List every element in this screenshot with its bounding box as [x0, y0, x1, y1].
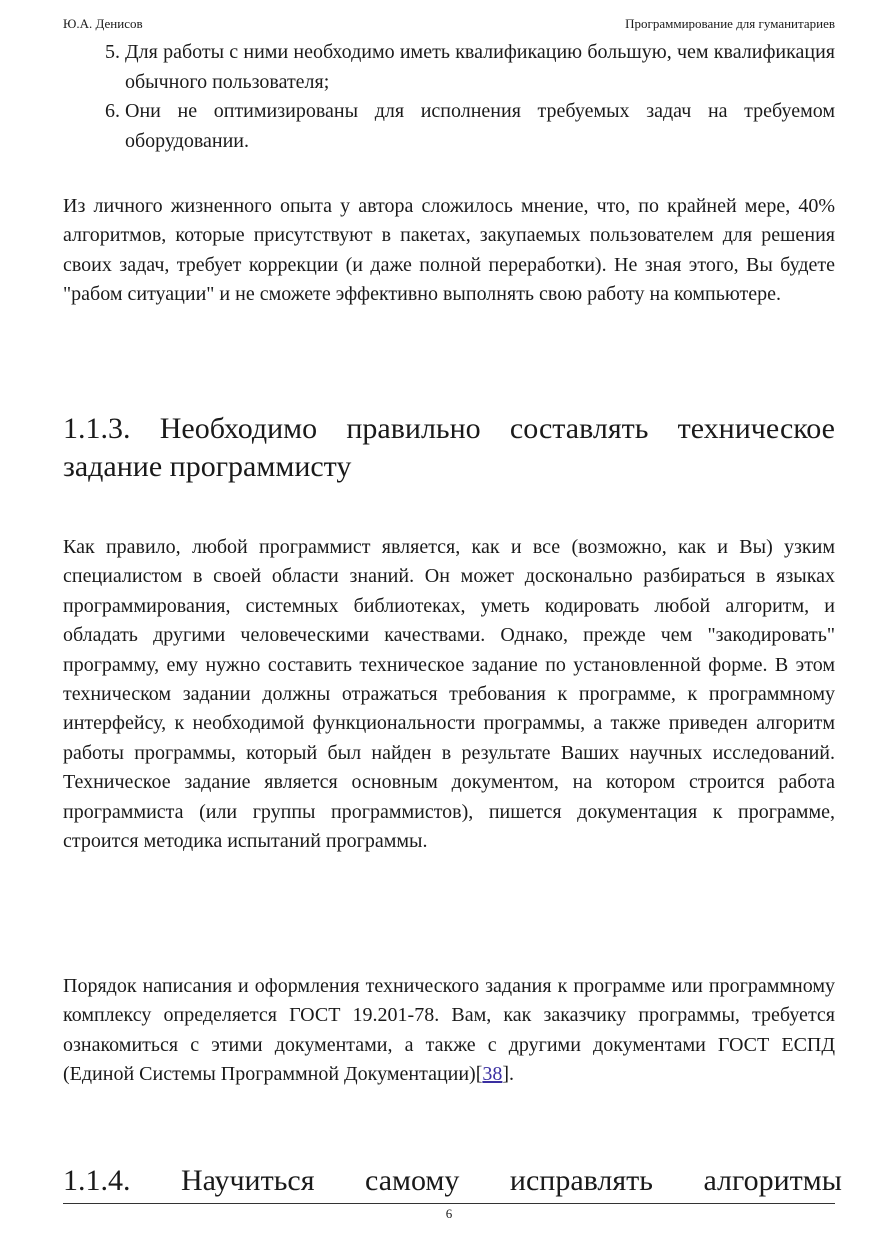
list-item: 5. Для работы с ними необходимо иметь квалификацию большую, чем квалификация обычного пользователя;: [125, 38, 835, 97]
header-author: Ю.А. Денисов: [63, 16, 143, 31]
section-heading-1-1-4: [63, 1162, 842, 1200]
list-item: 6. Они не оптимизированы для исполнения требуемых задач на требуемом оборудовании.: [125, 97, 835, 156]
ref-bracket-close: ].: [502, 1063, 515, 1086]
running-header: [63, 16, 835, 34]
paragraph-programmer: Как правило, любой программист является, как и все (возможно, как и Вы) узким специалистом в своей области знаний. Он может досконально разбираться в языках программирования, системных библиотеках, уметь кодировать любой алгоритм, и обладать другими человеческими качествами. Однако, прежде чем "закодировать" программу, ему нужно составить техническое задание по установленной форме. В этом техническом задании должны отражаться требования к программе, к программному интерфейсу, к необходимой функциональности программы, а также приведен алгоритм работы программы, который был найден в результате Ваших научных исследований. Техническое задание является основным документом, на котором строится работа программиста (или группы программистов), пишется документация к программе, строится методика испытаний программы.: [63, 536, 835, 853]
numbered-list: [63, 38, 835, 156]
footer-divider: [63, 1203, 835, 1204]
paragraph-opinion: Из личного жизненного опыта у автора сложилось мнение, что, по крайней мере, 40% алгоритмов, которые присутствуют в пакетах, закупаемых пользователем для решения своих задач, требует коррекции (и даже полной переработки). Не зная этого, Вы будете "рабом ситуации" и не сможете эффективно выполнять свою работу на компьютере.: [63, 195, 835, 306]
reference-link-38[interactable]: 38: [482, 1063, 503, 1086]
paragraph-gost-text: Порядок написания и оформления технического задания к программе или программному комплексу определяется ГОСТ 19.201-78. Вам, как заказчику программы, требуется ознакомиться с этими документами, а также с другими документами ГОСТ ЕСПД (Единой Системы Программной Документации): [63, 975, 835, 1086]
section-heading-1-1-3: 1.1.3. Необходимо правильно составлять техническое задание программисту: [63, 412, 835, 483]
header-book-title: Программирование для гуманитариев: [625, 16, 835, 31]
page-number: 6: [445, 1206, 453, 1221]
paragraph-gost: [63, 972, 835, 1090]
ref-bracket-open: [: [475, 1063, 483, 1086]
section-heading-1-1-4-text: 1.1.4. Научиться самому исправлять алгоритмы: [63, 1164, 842, 1197]
